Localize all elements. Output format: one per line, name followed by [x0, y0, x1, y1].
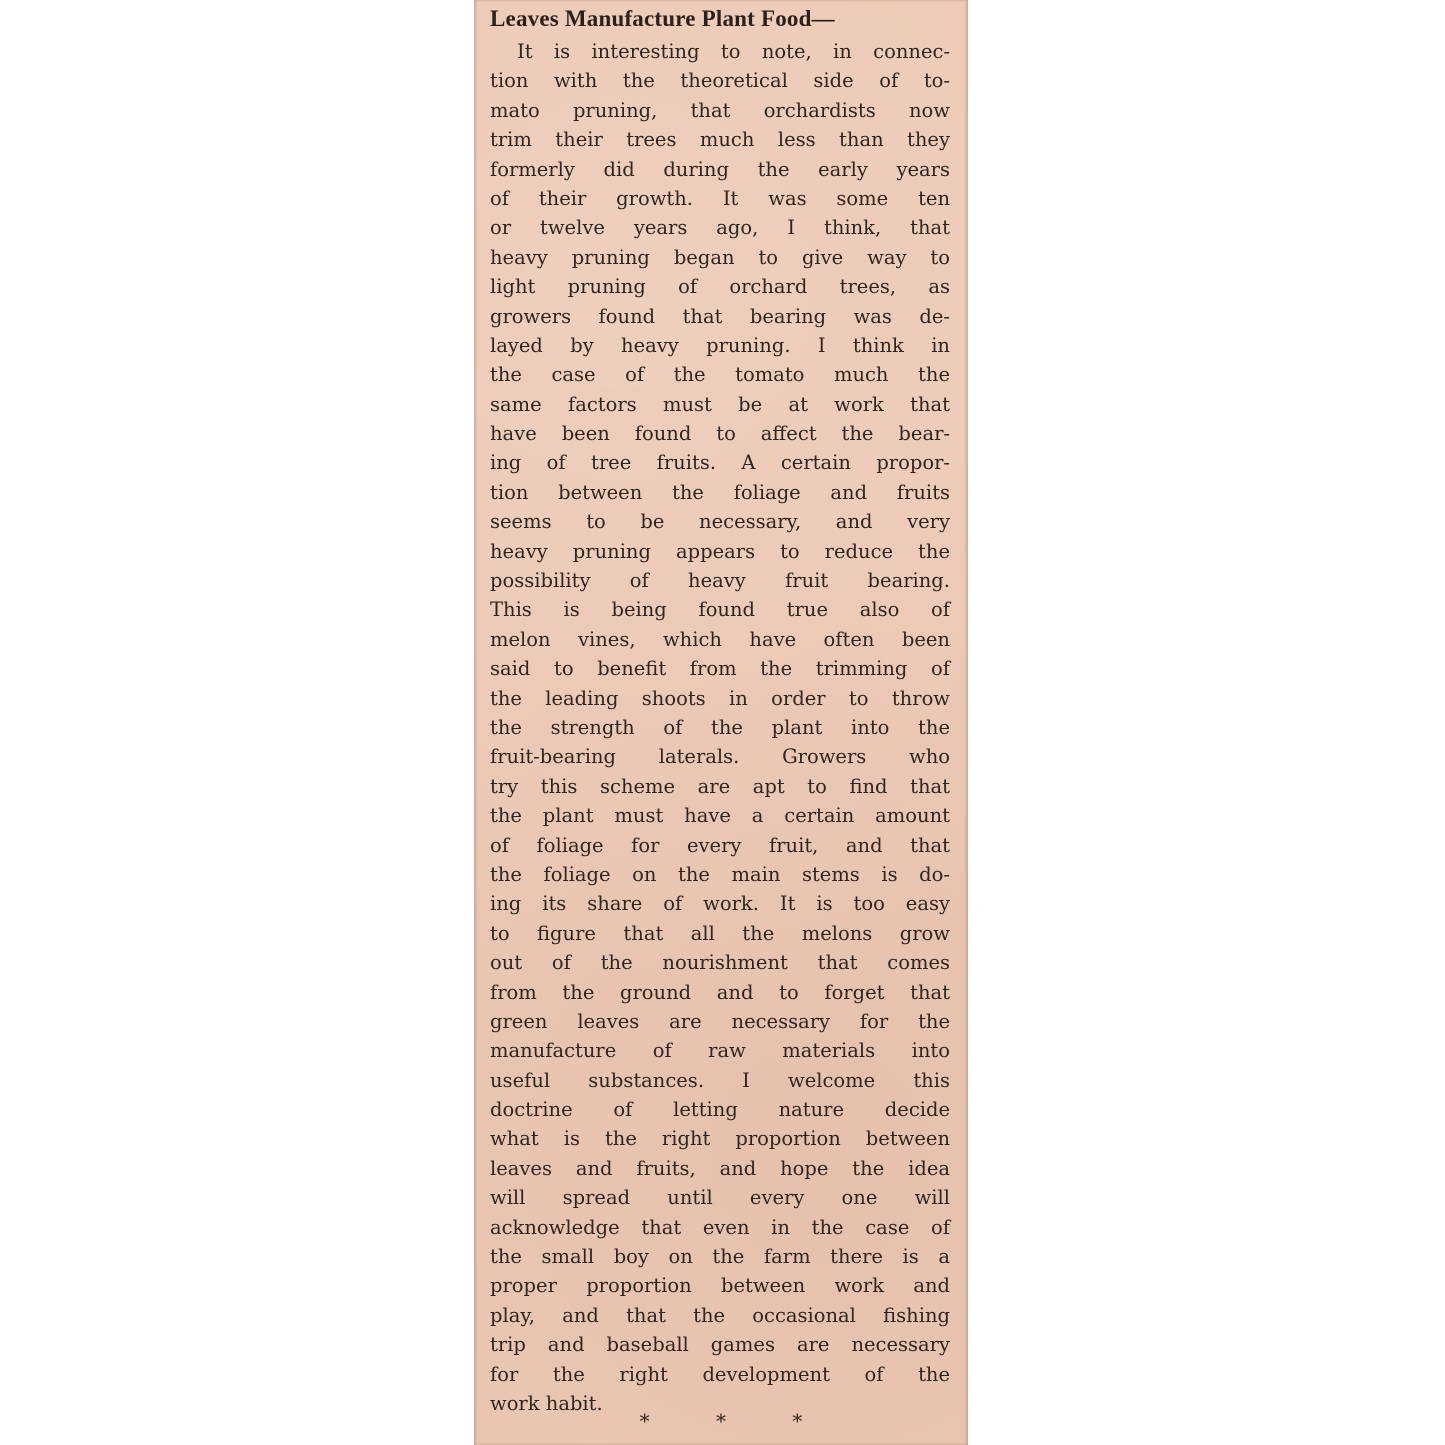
article-line: possibility of heavy fruit bearing. — [490, 569, 950, 593]
article-line: layed by heavy pruning. I think in — [490, 333, 950, 357]
article-line: ing of tree fruits. A certain propor- — [490, 451, 950, 475]
article-line: said to benefit from the trimming of — [490, 657, 950, 681]
article-line: leaves and fruits, and hope the idea — [490, 1156, 950, 1180]
article-line: heavy pruning began to give way to — [490, 245, 950, 269]
article-line: ing its share of work. It is too easy — [490, 892, 950, 916]
article-line: from the ground and to forget that — [490, 980, 950, 1004]
article-line: heavy pruning appears to reduce the — [490, 539, 950, 563]
article-line: or twelve years ago, I think, that — [490, 216, 950, 240]
article-line: light pruning of orchard trees, as — [490, 275, 950, 299]
article-line: acknowledge that even in the case of — [490, 1215, 950, 1239]
article-line: trim their trees much less than they — [490, 128, 950, 152]
article-line: the small boy on the farm there is a — [490, 1245, 950, 1269]
article-line: melon vines, which have often been — [490, 627, 950, 651]
article-line: try this scheme are apt to find that — [490, 774, 950, 798]
article-line: formerly did during the early years — [490, 157, 950, 181]
article-line: have been found to affect the bear- — [490, 422, 950, 446]
article-line: fruit-bearing laterals. Growers who — [490, 745, 950, 769]
article-line: the foliage on the main stems is do- — [490, 862, 950, 886]
article-line: mato pruning, that orchardists now — [490, 98, 950, 122]
article-line: of foliage for every fruit, and that — [490, 833, 950, 857]
article-line: the plant must have a certain amount — [490, 804, 950, 828]
article-line: to figure that all the melons grow — [490, 921, 950, 945]
article-line: doctrine of letting nature decide — [490, 1098, 950, 1122]
article-line: will spread until every one will — [490, 1186, 950, 1210]
article-line: proper proportion between work and — [490, 1274, 950, 1298]
article-line: This is being found true also of — [490, 598, 950, 622]
article-line: what is the right proportion between — [490, 1127, 950, 1151]
article-line: growers found that bearing was de- — [490, 304, 950, 328]
article-line: play, and that the occasional fishing — [490, 1303, 950, 1327]
article-body — [490, 37, 950, 1418]
article-line: tion with the theoretical side of to- — [490, 69, 950, 93]
article-line: green leaves are necessary for the — [490, 1009, 950, 1033]
article-line: of their growth. It was some ten — [490, 186, 950, 210]
section-separator: * * * — [639, 1409, 833, 1433]
article-line: work habit. — [490, 1391, 603, 1415]
article-headline: Leaves Manufacture Plant Food— — [490, 6, 835, 31]
article-line: manufacture of raw materials into — [490, 1039, 950, 1063]
article-line: the leading shoots in order to throw — [490, 686, 950, 710]
article-line: the case of the tomato much the — [490, 363, 950, 387]
article-line: same factors must be at work that — [490, 392, 950, 416]
article-line: out of the nourishment that comes — [490, 951, 950, 975]
article-line: useful substances. I welcome this — [490, 1068, 950, 1092]
article-line: trip and baseball games are necessary — [490, 1333, 950, 1357]
article-line: the strength of the plant into the — [490, 715, 950, 739]
article-line: It is interesting to note, in connec- — [517, 40, 950, 63]
article-line: for the right development of the — [490, 1362, 950, 1386]
newspaper-clipping — [474, 0, 968, 1445]
article-line: tion between the foliage and fruits — [490, 480, 950, 504]
article-line: seems to be necessary, and very — [490, 510, 950, 534]
